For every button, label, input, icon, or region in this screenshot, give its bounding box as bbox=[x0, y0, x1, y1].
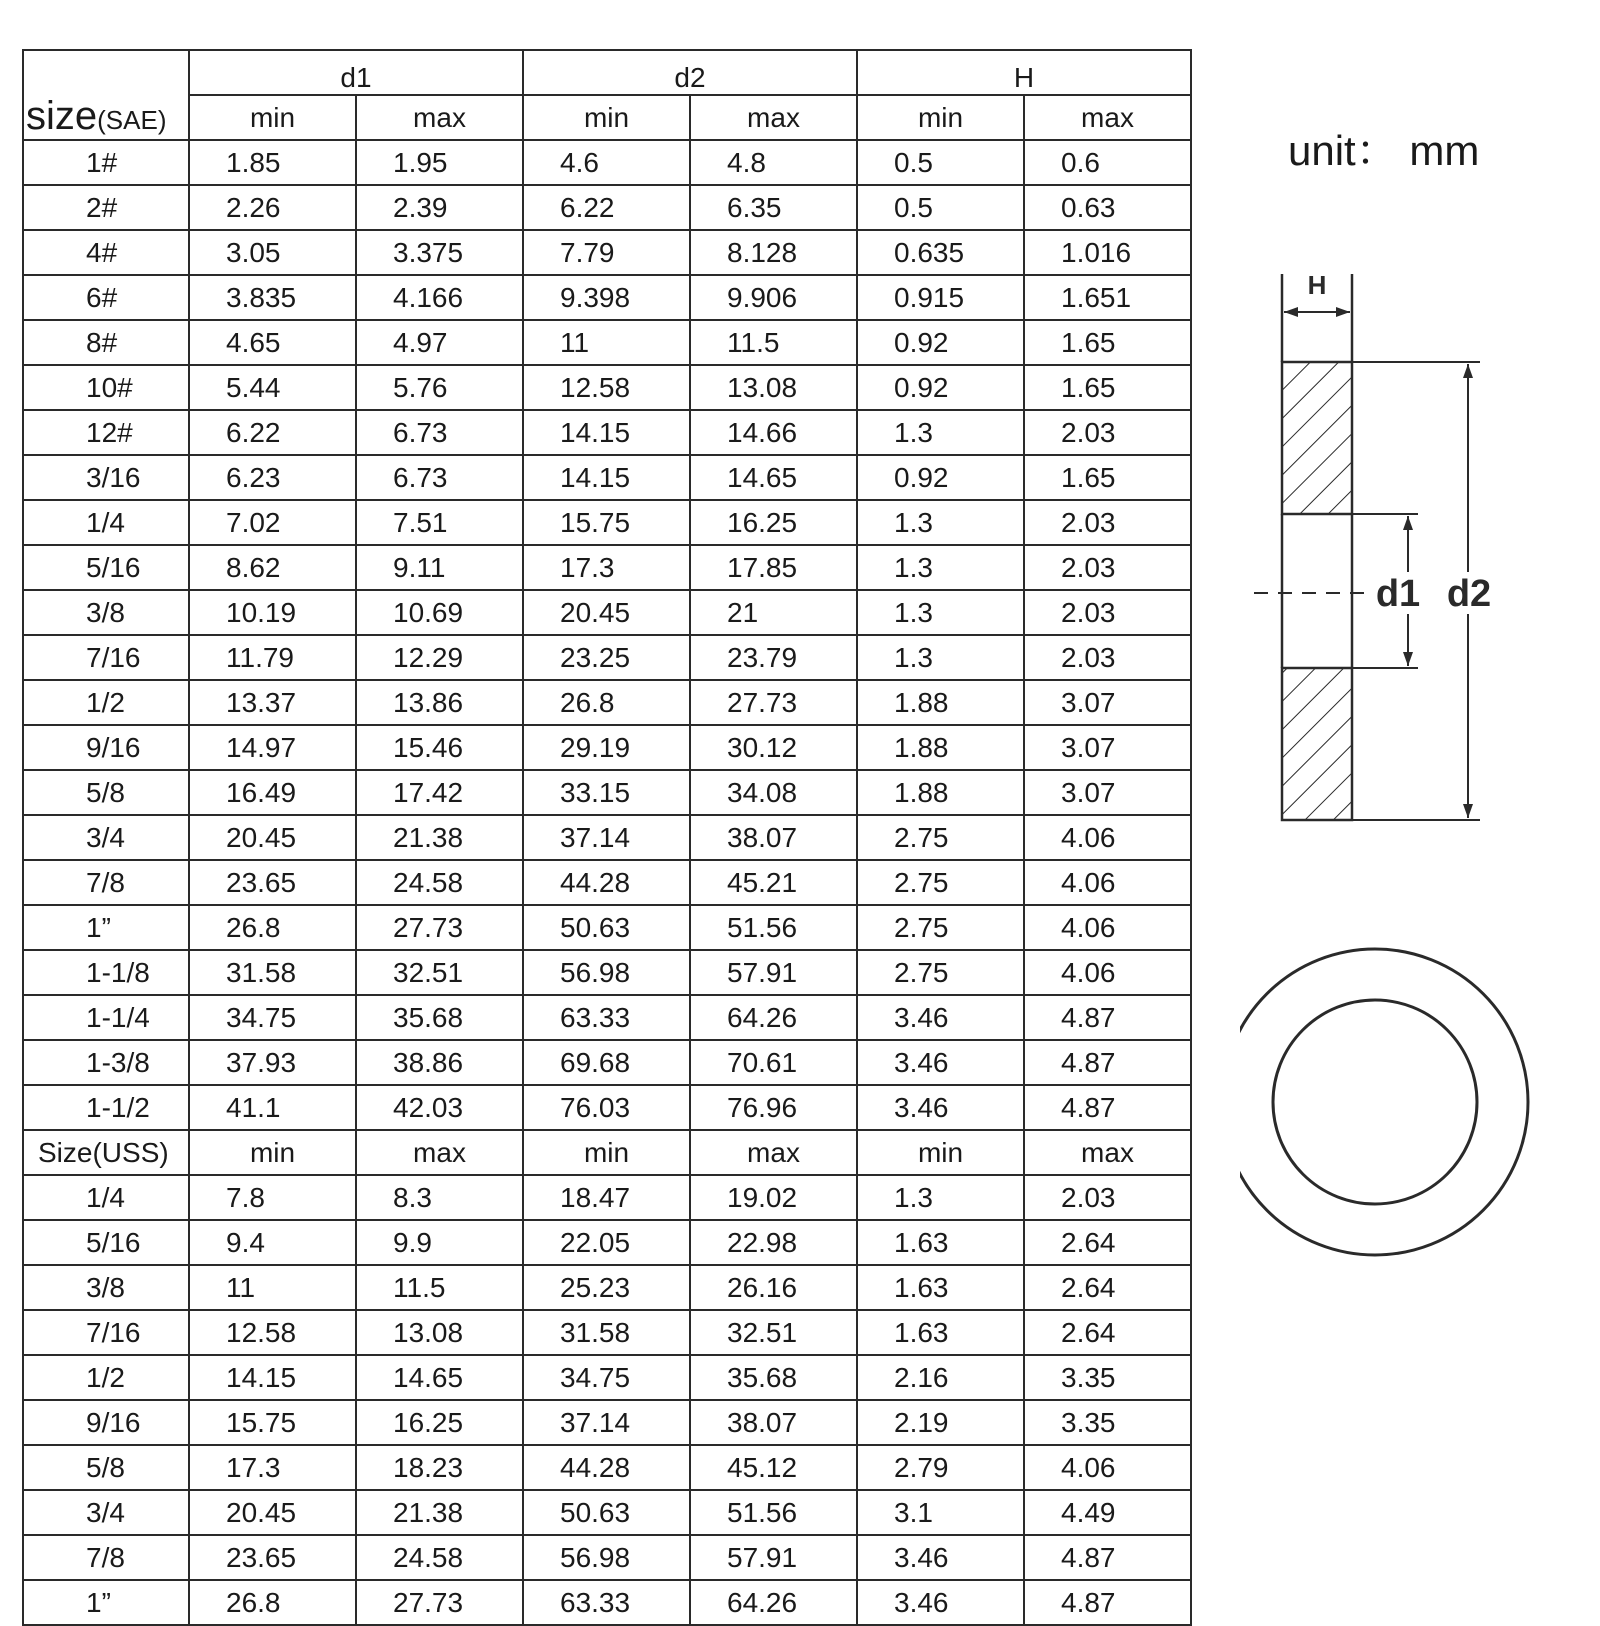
value-cell: 7.79 bbox=[523, 230, 690, 275]
value-cell: 31.58 bbox=[523, 1310, 690, 1355]
size-header-suffix: (SAE) bbox=[97, 105, 167, 135]
value-cell: 3.46 bbox=[857, 1085, 1024, 1130]
value-cell: 0.5 bbox=[857, 140, 1024, 185]
value-cell: 4.87 bbox=[1024, 995, 1191, 1040]
value-cell: 1.63 bbox=[857, 1265, 1024, 1310]
value-cell: 5.76 bbox=[356, 365, 523, 410]
value-cell: 7.02 bbox=[189, 500, 356, 545]
lower-hatched-section bbox=[1282, 668, 1352, 820]
value-cell: 17.42 bbox=[356, 770, 523, 815]
value-cell: 6.22 bbox=[189, 410, 356, 455]
value-cell: 33.15 bbox=[523, 770, 690, 815]
value-cell: 26.8 bbox=[523, 680, 690, 725]
value-cell: 64.26 bbox=[690, 995, 857, 1040]
value-cell: 3.375 bbox=[356, 230, 523, 275]
value-cell: 9.4 bbox=[189, 1220, 356, 1265]
uss-table-row bbox=[23, 1445, 1191, 1490]
value-cell: 2.03 bbox=[1024, 410, 1191, 455]
value-cell: 2.75 bbox=[857, 815, 1024, 860]
uss-minmax-header: min bbox=[523, 1130, 690, 1175]
value-cell: 13.86 bbox=[356, 680, 523, 725]
value-cell: 0.92 bbox=[857, 365, 1024, 410]
size-sae-header bbox=[23, 50, 189, 140]
value-cell: 29.19 bbox=[523, 725, 690, 770]
value-cell: 64.26 bbox=[690, 1580, 857, 1625]
value-cell: 1.65 bbox=[1024, 365, 1191, 410]
value-cell: 26.8 bbox=[189, 1580, 356, 1625]
value-cell: 0.635 bbox=[857, 230, 1024, 275]
uss-table-row bbox=[23, 1400, 1191, 1445]
value-cell: 69.68 bbox=[523, 1040, 690, 1085]
value-cell: 1.3 bbox=[857, 545, 1024, 590]
value-cell: 4.06 bbox=[1024, 1445, 1191, 1490]
value-cell: 1.95 bbox=[356, 140, 523, 185]
value-cell: 2.03 bbox=[1024, 545, 1191, 590]
sae-table-row bbox=[23, 275, 1191, 320]
value-cell: 14.65 bbox=[690, 455, 857, 500]
washer-size-table bbox=[22, 49, 1192, 1626]
value-cell: 2.03 bbox=[1024, 590, 1191, 635]
value-cell: 0.6 bbox=[1024, 140, 1191, 185]
value-cell: 9.398 bbox=[523, 275, 690, 320]
value-cell: 3.05 bbox=[189, 230, 356, 275]
value-cell: 2.75 bbox=[857, 950, 1024, 995]
value-cell: 13.37 bbox=[189, 680, 356, 725]
size-cell: 1” bbox=[23, 905, 189, 950]
value-cell: 1.88 bbox=[857, 680, 1024, 725]
sae-table-row bbox=[23, 320, 1191, 365]
d2-group-header: d2 bbox=[523, 50, 857, 95]
uss-table-row bbox=[23, 1355, 1191, 1400]
value-cell: 19.02 bbox=[690, 1175, 857, 1220]
value-cell: 26.8 bbox=[189, 905, 356, 950]
value-cell: 24.58 bbox=[356, 1535, 523, 1580]
value-cell: 1.3 bbox=[857, 500, 1024, 545]
value-cell: 3.835 bbox=[189, 275, 356, 320]
value-cell: 0.63 bbox=[1024, 185, 1191, 230]
size-cell: 3/8 bbox=[23, 1265, 189, 1310]
value-cell: 41.1 bbox=[189, 1085, 356, 1130]
value-cell: 32.51 bbox=[690, 1310, 857, 1355]
value-cell: 2.64 bbox=[1024, 1310, 1191, 1355]
value-cell: 38.07 bbox=[690, 1400, 857, 1445]
size-uss-header: Size(USS) bbox=[23, 1130, 189, 1175]
uss-header-row bbox=[23, 1130, 1191, 1175]
value-cell: 6.73 bbox=[356, 410, 523, 455]
value-cell: 3.07 bbox=[1024, 680, 1191, 725]
value-cell: 1.65 bbox=[1024, 320, 1191, 365]
value-cell: 37.14 bbox=[523, 1400, 690, 1445]
sae-table-row bbox=[23, 500, 1191, 545]
value-cell: 1.3 bbox=[857, 1175, 1024, 1220]
value-cell: 14.15 bbox=[523, 455, 690, 500]
value-cell: 14.15 bbox=[189, 1355, 356, 1400]
value-cell: 34.75 bbox=[523, 1355, 690, 1400]
sae-table-row bbox=[23, 995, 1191, 1040]
size-cell: 7/16 bbox=[23, 1310, 189, 1355]
value-cell: 42.03 bbox=[356, 1085, 523, 1130]
sae-table-row bbox=[23, 680, 1191, 725]
size-cell: 1/4 bbox=[23, 500, 189, 545]
uss-table-row bbox=[23, 1265, 1191, 1310]
value-cell: 14.66 bbox=[690, 410, 857, 455]
value-cell: 27.73 bbox=[356, 905, 523, 950]
uss-minmax-header: max bbox=[1024, 1130, 1191, 1175]
value-cell: 35.68 bbox=[690, 1355, 857, 1400]
size-cell: 7/8 bbox=[23, 1535, 189, 1580]
uss-table-row bbox=[23, 1310, 1191, 1355]
uss-table-row bbox=[23, 1175, 1191, 1220]
sae-table-row bbox=[23, 635, 1191, 680]
sae-table-row bbox=[23, 365, 1191, 410]
sae-table-row bbox=[23, 725, 1191, 770]
value-cell: 0.92 bbox=[857, 455, 1024, 500]
sae-table-row bbox=[23, 950, 1191, 995]
value-cell: 44.28 bbox=[523, 860, 690, 905]
value-cell: 18.47 bbox=[523, 1175, 690, 1220]
size-cell: 3/4 bbox=[23, 1490, 189, 1535]
value-cell: 11 bbox=[189, 1265, 356, 1310]
size-cell: 4# bbox=[23, 230, 189, 275]
value-cell: 2.64 bbox=[1024, 1220, 1191, 1265]
uss-table-row bbox=[23, 1535, 1191, 1580]
value-cell: 10.19 bbox=[189, 590, 356, 635]
value-cell: 6.35 bbox=[690, 185, 857, 230]
value-cell: 45.12 bbox=[690, 1445, 857, 1490]
uss-minmax-header: min bbox=[857, 1130, 1024, 1175]
value-cell: 0.5 bbox=[857, 185, 1024, 230]
value-cell: 25.23 bbox=[523, 1265, 690, 1310]
value-cell: 76.03 bbox=[523, 1085, 690, 1130]
value-cell: 3.07 bbox=[1024, 770, 1191, 815]
value-cell: 13.08 bbox=[690, 365, 857, 410]
value-cell: 4.8 bbox=[690, 140, 857, 185]
value-cell: 51.56 bbox=[690, 905, 857, 950]
uss-minmax-header: max bbox=[356, 1130, 523, 1175]
value-cell: 2.75 bbox=[857, 860, 1024, 905]
size-cell: 5/8 bbox=[23, 1445, 189, 1490]
value-cell: 6.73 bbox=[356, 455, 523, 500]
sae-table-row bbox=[23, 410, 1191, 455]
value-cell: 18.23 bbox=[356, 1445, 523, 1490]
header-row-minmax bbox=[23, 95, 1191, 140]
value-cell: 11 bbox=[523, 320, 690, 365]
unit-label: unit： mm bbox=[1288, 127, 1480, 174]
value-cell: 70.61 bbox=[690, 1040, 857, 1085]
value-cell: 3.46 bbox=[857, 1040, 1024, 1085]
value-cell: 26.16 bbox=[690, 1265, 857, 1310]
value-cell: 63.33 bbox=[523, 995, 690, 1040]
value-cell: 31.58 bbox=[189, 950, 356, 995]
value-cell: 3.35 bbox=[1024, 1355, 1191, 1400]
value-cell: 11.79 bbox=[189, 635, 356, 680]
value-cell: 57.91 bbox=[690, 1535, 857, 1580]
value-cell: 5.44 bbox=[189, 365, 356, 410]
value-cell: 4.49 bbox=[1024, 1490, 1191, 1535]
value-cell: 4.06 bbox=[1024, 905, 1191, 950]
value-cell: 2.16 bbox=[857, 1355, 1024, 1400]
size-cell: 1-1/4 bbox=[23, 995, 189, 1040]
value-cell: 7.8 bbox=[189, 1175, 356, 1220]
value-cell: 6.23 bbox=[189, 455, 356, 500]
value-cell: 1.88 bbox=[857, 725, 1024, 770]
d1-min-header: min bbox=[189, 95, 356, 140]
value-cell: 8.3 bbox=[356, 1175, 523, 1220]
value-cell: 10.69 bbox=[356, 590, 523, 635]
value-cell: 8.62 bbox=[189, 545, 356, 590]
sae-table-row bbox=[23, 185, 1191, 230]
uss-minmax-header: max bbox=[690, 1130, 857, 1175]
size-cell: 1-3/8 bbox=[23, 1040, 189, 1085]
value-cell: 3.35 bbox=[1024, 1400, 1191, 1445]
value-cell: 1.3 bbox=[857, 410, 1024, 455]
size-cell: 1-1/2 bbox=[23, 1085, 189, 1130]
value-cell: 2.64 bbox=[1024, 1265, 1191, 1310]
value-cell: 1.63 bbox=[857, 1310, 1024, 1355]
value-cell: 50.63 bbox=[523, 905, 690, 950]
size-cell: 8# bbox=[23, 320, 189, 365]
washer-diagram bbox=[1240, 262, 1560, 1292]
value-cell: 15.75 bbox=[523, 500, 690, 545]
size-cell: 5/16 bbox=[23, 545, 189, 590]
value-cell: 4.97 bbox=[356, 320, 523, 365]
value-cell: 57.91 bbox=[690, 950, 857, 995]
value-cell: 1.88 bbox=[857, 770, 1024, 815]
value-cell: 2.75 bbox=[857, 905, 1024, 950]
header-row-groups bbox=[23, 50, 1191, 95]
uss-table-row bbox=[23, 1490, 1191, 1535]
inner-circle bbox=[1273, 1000, 1477, 1204]
value-cell: 27.73 bbox=[356, 1580, 523, 1625]
value-cell: 4.06 bbox=[1024, 815, 1191, 860]
value-cell: 15.46 bbox=[356, 725, 523, 770]
uss-table-row bbox=[23, 1220, 1191, 1265]
size-cell: 1” bbox=[23, 1580, 189, 1625]
value-cell: 4.87 bbox=[1024, 1085, 1191, 1130]
d2-min-header: min bbox=[523, 95, 690, 140]
size-cell: 6# bbox=[23, 275, 189, 320]
value-cell: 21.38 bbox=[356, 815, 523, 860]
size-cell: 1/4 bbox=[23, 1175, 189, 1220]
value-cell: 2.19 bbox=[857, 1400, 1024, 1445]
value-cell: 63.33 bbox=[523, 1580, 690, 1625]
value-cell: 23.79 bbox=[690, 635, 857, 680]
size-cell: 1-1/8 bbox=[23, 950, 189, 995]
value-cell: 2.03 bbox=[1024, 1175, 1191, 1220]
value-cell: 23.25 bbox=[523, 635, 690, 680]
value-cell: 3.46 bbox=[857, 1535, 1024, 1580]
h-dimension-label: H bbox=[1307, 270, 1327, 300]
value-cell: 9.906 bbox=[690, 275, 857, 320]
size-cell: 2# bbox=[23, 185, 189, 230]
value-cell: 12.58 bbox=[189, 1310, 356, 1355]
value-cell: 11.5 bbox=[690, 320, 857, 365]
value-cell: 23.65 bbox=[189, 860, 356, 905]
size-cell: 1/2 bbox=[23, 1355, 189, 1400]
value-cell: 1.651 bbox=[1024, 275, 1191, 320]
value-cell: 14.65 bbox=[356, 1355, 523, 1400]
d2-max-header: max bbox=[690, 95, 857, 140]
value-cell: 12.29 bbox=[356, 635, 523, 680]
value-cell: 17.85 bbox=[690, 545, 857, 590]
value-cell: 76.96 bbox=[690, 1085, 857, 1130]
value-cell: 3.46 bbox=[857, 995, 1024, 1040]
size-cell: 3/4 bbox=[23, 815, 189, 860]
uss-table-row bbox=[23, 1580, 1191, 1625]
value-cell: 2.39 bbox=[356, 185, 523, 230]
value-cell: 37.93 bbox=[189, 1040, 356, 1085]
value-cell: 9.9 bbox=[356, 1220, 523, 1265]
value-cell: 50.63 bbox=[523, 1490, 690, 1535]
upper-hatched-section bbox=[1282, 362, 1352, 514]
value-cell: 1.3 bbox=[857, 590, 1024, 635]
size-cell: 5/8 bbox=[23, 770, 189, 815]
value-cell: 20.45 bbox=[189, 815, 356, 860]
value-cell: 2.03 bbox=[1024, 500, 1191, 545]
value-cell: 4.6 bbox=[523, 140, 690, 185]
value-cell: 1.85 bbox=[189, 140, 356, 185]
value-cell: 1.016 bbox=[1024, 230, 1191, 275]
sae-table-row bbox=[23, 1085, 1191, 1130]
value-cell: 14.15 bbox=[523, 410, 690, 455]
value-cell: 3.07 bbox=[1024, 725, 1191, 770]
value-cell: 20.45 bbox=[189, 1490, 356, 1535]
value-cell: 11.5 bbox=[356, 1265, 523, 1310]
sae-table-row bbox=[23, 140, 1191, 185]
size-cell: 1/2 bbox=[23, 680, 189, 725]
value-cell: 4.06 bbox=[1024, 860, 1191, 905]
washer-section-view bbox=[1254, 270, 1491, 820]
size-cell: 3/8 bbox=[23, 590, 189, 635]
value-cell: 24.58 bbox=[356, 860, 523, 905]
size-cell: 5/16 bbox=[23, 1220, 189, 1265]
value-cell: 20.45 bbox=[523, 590, 690, 635]
value-cell: 30.12 bbox=[690, 725, 857, 770]
value-cell: 38.86 bbox=[356, 1040, 523, 1085]
value-cell: 34.75 bbox=[189, 995, 356, 1040]
size-cell: 9/16 bbox=[23, 725, 189, 770]
d1-max-header: max bbox=[356, 95, 523, 140]
value-cell: 44.28 bbox=[523, 1445, 690, 1490]
value-cell: 23.65 bbox=[189, 1535, 356, 1580]
value-cell: 1.3 bbox=[857, 635, 1024, 680]
value-cell: 1.65 bbox=[1024, 455, 1191, 500]
sae-table-row bbox=[23, 770, 1191, 815]
value-cell: 2.79 bbox=[857, 1445, 1024, 1490]
size-cell: 12# bbox=[23, 410, 189, 455]
value-cell: 34.08 bbox=[690, 770, 857, 815]
sae-table-row bbox=[23, 230, 1191, 275]
sae-table-row bbox=[23, 1040, 1191, 1085]
value-cell: 15.75 bbox=[189, 1400, 356, 1445]
value-cell: 4.166 bbox=[356, 275, 523, 320]
value-cell: 17.3 bbox=[189, 1445, 356, 1490]
value-cell: 0.92 bbox=[857, 320, 1024, 365]
value-cell: 9.11 bbox=[356, 545, 523, 590]
sae-table-row bbox=[23, 815, 1191, 860]
value-cell: 16.25 bbox=[690, 500, 857, 545]
value-cell: 21 bbox=[690, 590, 857, 635]
value-cell: 4.87 bbox=[1024, 1535, 1191, 1580]
value-cell: 16.25 bbox=[356, 1400, 523, 1445]
value-cell: 4.87 bbox=[1024, 1580, 1191, 1625]
value-cell: 17.3 bbox=[523, 545, 690, 590]
sae-table-row bbox=[23, 455, 1191, 500]
size-cell: 9/16 bbox=[23, 1400, 189, 1445]
value-cell: 7.51 bbox=[356, 500, 523, 545]
sae-table-row bbox=[23, 905, 1191, 950]
value-cell: 56.98 bbox=[523, 950, 690, 995]
value-cell: 4.06 bbox=[1024, 950, 1191, 995]
d2-dimension-label: d2 bbox=[1446, 573, 1492, 615]
value-cell: 16.49 bbox=[189, 770, 356, 815]
value-cell: 45.21 bbox=[690, 860, 857, 905]
washer-top-view bbox=[1240, 949, 1528, 1255]
value-cell: 22.98 bbox=[690, 1220, 857, 1265]
value-cell: 38.07 bbox=[690, 815, 857, 860]
value-cell: 4.65 bbox=[189, 320, 356, 365]
value-cell: 51.56 bbox=[690, 1490, 857, 1535]
value-cell: 2.03 bbox=[1024, 635, 1191, 680]
value-cell: 12.58 bbox=[523, 365, 690, 410]
h-min-header: min bbox=[857, 95, 1024, 140]
value-cell: 6.22 bbox=[523, 185, 690, 230]
value-cell: 35.68 bbox=[356, 995, 523, 1040]
size-cell: 7/16 bbox=[23, 635, 189, 680]
outer-circle bbox=[1240, 949, 1528, 1255]
value-cell: 56.98 bbox=[523, 1535, 690, 1580]
value-cell: 14.97 bbox=[189, 725, 356, 770]
value-cell: 37.14 bbox=[523, 815, 690, 860]
value-cell: 21.38 bbox=[356, 1490, 523, 1535]
sae-table-row bbox=[23, 590, 1191, 635]
h-group-header: H bbox=[857, 50, 1191, 95]
sae-table-row bbox=[23, 545, 1191, 590]
size-cell: 3/16 bbox=[23, 455, 189, 500]
size-cell: 1# bbox=[23, 140, 189, 185]
value-cell: 1.63 bbox=[857, 1220, 1024, 1265]
value-cell: 32.51 bbox=[356, 950, 523, 995]
size-cell: 7/8 bbox=[23, 860, 189, 905]
value-cell: 13.08 bbox=[356, 1310, 523, 1355]
h-max-header: max bbox=[1024, 95, 1191, 140]
d1-dimension-label: d1 bbox=[1375, 573, 1421, 615]
size-header-main: size bbox=[26, 94, 98, 138]
size-cell: 10# bbox=[23, 365, 189, 410]
value-cell: 4.87 bbox=[1024, 1040, 1191, 1085]
sae-table-row bbox=[23, 860, 1191, 905]
value-cell: 27.73 bbox=[690, 680, 857, 725]
value-cell: 0.915 bbox=[857, 275, 1024, 320]
d1-group-header: d1 bbox=[189, 50, 523, 95]
value-cell: 22.05 bbox=[523, 1220, 690, 1265]
value-cell: 3.46 bbox=[857, 1580, 1024, 1625]
value-cell: 8.128 bbox=[690, 230, 857, 275]
uss-minmax-header: min bbox=[189, 1130, 356, 1175]
value-cell: 3.1 bbox=[857, 1490, 1024, 1535]
value-cell: 2.26 bbox=[189, 185, 356, 230]
